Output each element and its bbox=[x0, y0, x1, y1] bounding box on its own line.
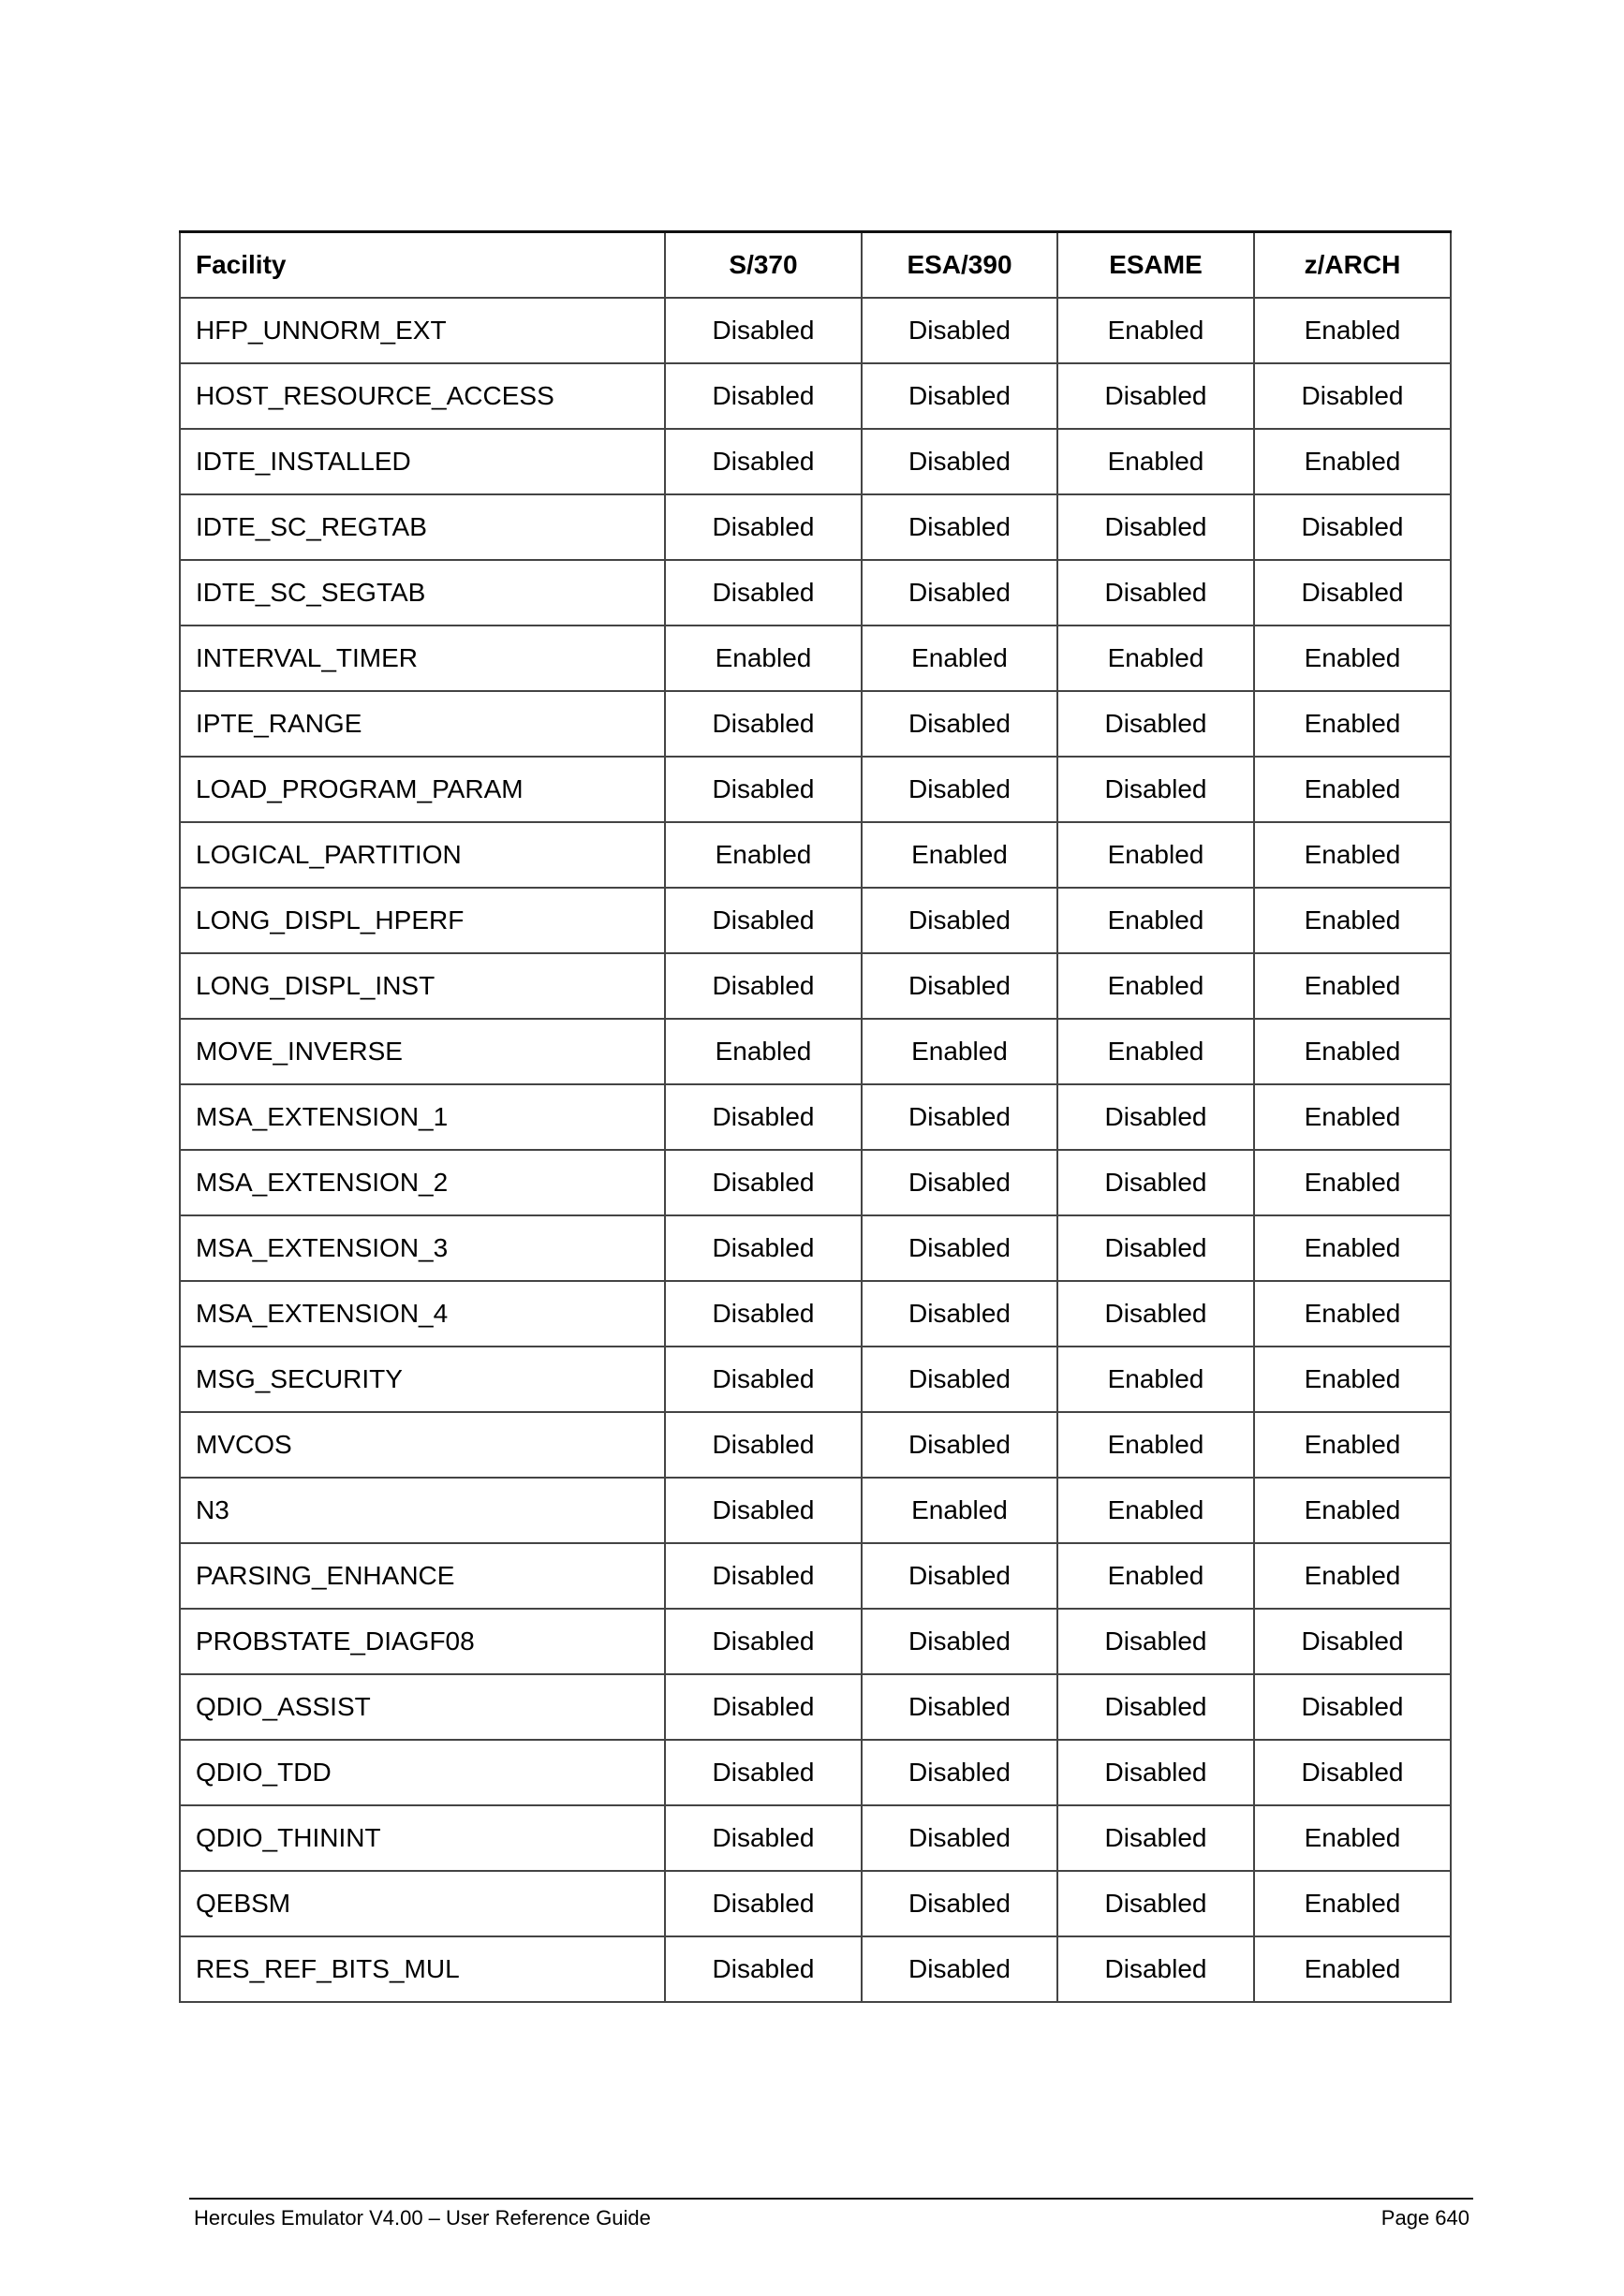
facility-name-cell: QDIO_THININT bbox=[180, 1805, 665, 1871]
status-cell-zarch: Enabled bbox=[1254, 1871, 1451, 1936]
table-row bbox=[180, 429, 1451, 494]
facility-name-cell: PARSING_ENHANCE bbox=[180, 1543, 665, 1609]
status-cell-esame: Enabled bbox=[1057, 1347, 1254, 1412]
status-cell-s370: Disabled bbox=[665, 691, 862, 757]
status-cell-zarch: Enabled bbox=[1254, 626, 1451, 691]
status-cell-zarch: Enabled bbox=[1254, 1215, 1451, 1281]
status-cell-s370: Disabled bbox=[665, 757, 862, 822]
footer-page-number: Page 640 bbox=[1380, 2206, 1469, 2230]
status-cell-s370: Enabled bbox=[665, 1019, 862, 1084]
status-cell-s370: Disabled bbox=[665, 888, 862, 953]
status-cell-zarch: Enabled bbox=[1254, 1936, 1451, 2002]
status-cell-zarch: Enabled bbox=[1254, 1019, 1451, 1084]
status-cell-esame: Enabled bbox=[1057, 429, 1254, 494]
status-cell-zarch: Enabled bbox=[1254, 1412, 1451, 1478]
status-cell-esame: Disabled bbox=[1057, 1740, 1254, 1805]
table-row bbox=[180, 757, 1451, 822]
status-cell-zarch: Enabled bbox=[1254, 298, 1451, 363]
status-cell-zarch: Disabled bbox=[1254, 1609, 1451, 1674]
status-cell-esame: Enabled bbox=[1057, 822, 1254, 888]
status-cell-esa390: Disabled bbox=[862, 1609, 1057, 1674]
status-cell-s370: Disabled bbox=[665, 1543, 862, 1609]
facility-name-cell: LONG_DISPL_HPERF bbox=[180, 888, 665, 953]
status-cell-esame: Disabled bbox=[1057, 1084, 1254, 1150]
facility-name-cell: MVCOS bbox=[180, 1412, 665, 1478]
facility-table bbox=[179, 230, 1452, 2003]
status-cell-esa390: Enabled bbox=[862, 1478, 1057, 1543]
facility-name-cell: MSA_EXTENSION_1 bbox=[180, 1084, 665, 1150]
status-cell-esa390: Disabled bbox=[862, 429, 1057, 494]
status-cell-s370: Disabled bbox=[665, 1871, 862, 1936]
status-cell-s370: Disabled bbox=[665, 429, 862, 494]
status-cell-esame: Enabled bbox=[1057, 1019, 1254, 1084]
facility-name-cell: HFP_UNNORM_EXT bbox=[180, 298, 665, 363]
status-cell-zarch: Disabled bbox=[1254, 1674, 1451, 1740]
status-cell-esa390: Enabled bbox=[862, 822, 1057, 888]
status-cell-esa390: Disabled bbox=[862, 1740, 1057, 1805]
table-row bbox=[180, 1281, 1451, 1347]
footer-divider bbox=[189, 2198, 1473, 2200]
table-row bbox=[180, 1609, 1451, 1674]
status-cell-esa390: Disabled bbox=[862, 1871, 1057, 1936]
table-row bbox=[180, 1019, 1451, 1084]
table-row bbox=[180, 1674, 1451, 1740]
status-cell-esa390: Disabled bbox=[862, 691, 1057, 757]
table-row bbox=[180, 822, 1451, 888]
table-row bbox=[180, 691, 1451, 757]
status-cell-esame: Disabled bbox=[1057, 363, 1254, 429]
facility-name-cell: RES_REF_BITS_MUL bbox=[180, 1936, 665, 2002]
status-cell-esame: Disabled bbox=[1057, 1871, 1254, 1936]
facility-name-cell: IDTE_SC_SEGTAB bbox=[180, 560, 665, 626]
status-cell-esa390: Disabled bbox=[862, 1347, 1057, 1412]
status-cell-zarch: Disabled bbox=[1254, 363, 1451, 429]
status-cell-s370: Disabled bbox=[665, 1805, 862, 1871]
status-cell-esame: Enabled bbox=[1057, 298, 1254, 363]
facility-name-cell: MSA_EXTENSION_2 bbox=[180, 1150, 665, 1215]
status-cell-s370: Disabled bbox=[665, 1215, 862, 1281]
status-cell-esame: Disabled bbox=[1057, 1281, 1254, 1347]
status-cell-zarch: Enabled bbox=[1254, 757, 1451, 822]
status-cell-s370: Disabled bbox=[665, 1609, 862, 1674]
facility-name-cell: LOAD_PROGRAM_PARAM bbox=[180, 757, 665, 822]
facility-name-cell: MSG_SECURITY bbox=[180, 1347, 665, 1412]
status-cell-s370: Disabled bbox=[665, 560, 862, 626]
facility-name-cell: N3 bbox=[180, 1478, 665, 1543]
status-cell-s370: Disabled bbox=[665, 953, 862, 1019]
facility-name-cell: IDTE_INSTALLED bbox=[180, 429, 665, 494]
table-row bbox=[180, 1936, 1451, 2002]
table-body bbox=[180, 298, 1451, 2002]
status-cell-esa390: Disabled bbox=[862, 757, 1057, 822]
status-cell-s370: Enabled bbox=[665, 822, 862, 888]
facility-name-cell: QEBSM bbox=[180, 1871, 665, 1936]
status-cell-zarch: Enabled bbox=[1254, 1478, 1451, 1543]
facility-name-cell: MSA_EXTENSION_4 bbox=[180, 1281, 665, 1347]
status-cell-esa390: Disabled bbox=[862, 363, 1057, 429]
facility-name-cell: INTERVAL_TIMER bbox=[180, 626, 665, 691]
column-header-zarch: z/ARCH bbox=[1254, 232, 1451, 298]
status-cell-esa390: Disabled bbox=[862, 494, 1057, 560]
status-cell-esa390: Enabled bbox=[862, 1019, 1057, 1084]
table-row bbox=[180, 1805, 1451, 1871]
facility-name-cell: MOVE_INVERSE bbox=[180, 1019, 665, 1084]
status-cell-zarch: Enabled bbox=[1254, 691, 1451, 757]
status-cell-s370: Disabled bbox=[665, 363, 862, 429]
status-cell-zarch: Enabled bbox=[1254, 822, 1451, 888]
status-cell-s370: Disabled bbox=[665, 494, 862, 560]
column-header-esa390: ESA/390 bbox=[862, 232, 1057, 298]
status-cell-s370: Disabled bbox=[665, 1347, 862, 1412]
table-row bbox=[180, 888, 1451, 953]
facility-name-cell: LONG_DISPL_INST bbox=[180, 953, 665, 1019]
status-cell-zarch: Enabled bbox=[1254, 1150, 1451, 1215]
table-row bbox=[180, 560, 1451, 626]
status-cell-zarch: Enabled bbox=[1254, 1805, 1451, 1871]
status-cell-esame: Enabled bbox=[1057, 888, 1254, 953]
status-cell-esame: Enabled bbox=[1057, 626, 1254, 691]
status-cell-zarch: Disabled bbox=[1254, 494, 1451, 560]
facility-name-cell: HOST_RESOURCE_ACCESS bbox=[180, 363, 665, 429]
status-cell-s370: Disabled bbox=[665, 1412, 862, 1478]
status-cell-s370: Disabled bbox=[665, 1740, 862, 1805]
status-cell-zarch: Enabled bbox=[1254, 429, 1451, 494]
facility-name-cell: LOGICAL_PARTITION bbox=[180, 822, 665, 888]
status-cell-esa390: Disabled bbox=[862, 1281, 1057, 1347]
table-row bbox=[180, 1543, 1451, 1609]
status-cell-esame: Disabled bbox=[1057, 1674, 1254, 1740]
table-row bbox=[180, 1412, 1451, 1478]
status-cell-esa390: Disabled bbox=[862, 888, 1057, 953]
status-cell-esame: Disabled bbox=[1057, 691, 1254, 757]
column-header-facility: Facility bbox=[180, 232, 665, 298]
table-row bbox=[180, 494, 1451, 560]
status-cell-esame: Disabled bbox=[1057, 560, 1254, 626]
status-cell-s370: Disabled bbox=[665, 1478, 862, 1543]
status-cell-esame: Disabled bbox=[1057, 494, 1254, 560]
table-row bbox=[180, 1871, 1451, 1936]
column-header-esame: ESAME bbox=[1057, 232, 1254, 298]
facility-name-cell: MSA_EXTENSION_3 bbox=[180, 1215, 665, 1281]
status-cell-esame: Disabled bbox=[1057, 1805, 1254, 1871]
status-cell-zarch: Enabled bbox=[1254, 953, 1451, 1019]
status-cell-esame: Disabled bbox=[1057, 1609, 1254, 1674]
status-cell-esame: Enabled bbox=[1057, 1412, 1254, 1478]
status-cell-zarch: Disabled bbox=[1254, 560, 1451, 626]
status-cell-esa390: Disabled bbox=[862, 298, 1057, 363]
status-cell-esa390: Disabled bbox=[862, 560, 1057, 626]
status-cell-esame: Disabled bbox=[1057, 1936, 1254, 2002]
table-row bbox=[180, 1740, 1451, 1805]
status-cell-zarch: Enabled bbox=[1254, 1281, 1451, 1347]
facility-name-cell: IPTE_RANGE bbox=[180, 691, 665, 757]
status-cell-s370: Disabled bbox=[665, 1150, 862, 1215]
table-row bbox=[180, 1478, 1451, 1543]
facility-name-cell: QDIO_ASSIST bbox=[180, 1674, 665, 1740]
status-cell-esa390: Disabled bbox=[862, 1150, 1057, 1215]
status-cell-s370: Disabled bbox=[665, 1674, 862, 1740]
table-row bbox=[180, 1215, 1451, 1281]
status-cell-zarch: Disabled bbox=[1254, 1740, 1451, 1805]
status-cell-esa390: Disabled bbox=[862, 1412, 1057, 1478]
table-row bbox=[180, 298, 1451, 363]
table-row bbox=[180, 1084, 1451, 1150]
status-cell-esa390: Disabled bbox=[862, 1805, 1057, 1871]
status-cell-zarch: Enabled bbox=[1254, 1543, 1451, 1609]
table-row bbox=[180, 626, 1451, 691]
status-cell-esame: Enabled bbox=[1057, 1543, 1254, 1609]
status-cell-esame: Disabled bbox=[1057, 757, 1254, 822]
table-header-row bbox=[180, 232, 1451, 298]
status-cell-zarch: Enabled bbox=[1254, 1084, 1451, 1150]
status-cell-esa390: Disabled bbox=[862, 1543, 1057, 1609]
status-cell-s370: Enabled bbox=[665, 626, 862, 691]
status-cell-esame: Enabled bbox=[1057, 953, 1254, 1019]
status-cell-esame: Disabled bbox=[1057, 1150, 1254, 1215]
status-cell-esa390: Enabled bbox=[862, 626, 1057, 691]
status-cell-esa390: Disabled bbox=[862, 1936, 1057, 2002]
footer-document-title: Hercules Emulator V4.00 – User Reference Guide bbox=[194, 2206, 651, 2230]
table-row bbox=[180, 1150, 1451, 1215]
status-cell-esa390: Disabled bbox=[862, 1084, 1057, 1150]
table-row bbox=[180, 953, 1451, 1019]
column-header-s370: S/370 bbox=[665, 232, 862, 298]
status-cell-esame: Disabled bbox=[1057, 1215, 1254, 1281]
status-cell-esa390: Disabled bbox=[862, 953, 1057, 1019]
status-cell-esa390: Disabled bbox=[862, 1674, 1057, 1740]
table-row bbox=[180, 363, 1451, 429]
status-cell-esa390: Disabled bbox=[862, 1215, 1057, 1281]
status-cell-zarch: Enabled bbox=[1254, 1347, 1451, 1412]
status-cell-s370: Disabled bbox=[665, 1084, 862, 1150]
status-cell-esame: Enabled bbox=[1057, 1478, 1254, 1543]
facility-name-cell: IDTE_SC_REGTAB bbox=[180, 494, 665, 560]
table-row bbox=[180, 1347, 1451, 1412]
facility-name-cell: PROBSTATE_DIAGF08 bbox=[180, 1609, 665, 1674]
status-cell-s370: Disabled bbox=[665, 298, 862, 363]
status-cell-s370: Disabled bbox=[665, 1281, 862, 1347]
facility-name-cell: QDIO_TDD bbox=[180, 1740, 665, 1805]
status-cell-s370: Disabled bbox=[665, 1936, 862, 2002]
status-cell-zarch: Enabled bbox=[1254, 888, 1451, 953]
